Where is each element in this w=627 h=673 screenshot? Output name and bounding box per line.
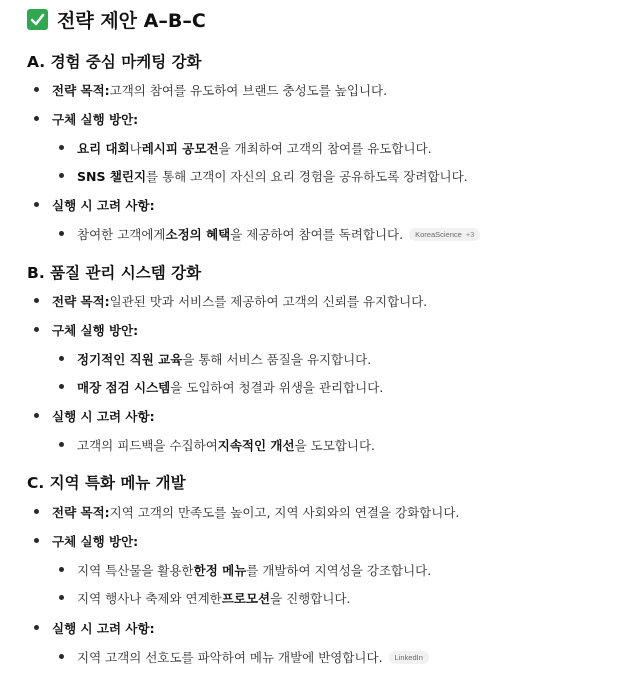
section-heading-b: B. 품질 관리 시스템 강화 (27, 264, 202, 282)
plan-item-b1: 정기적인 직원 교육 을 통해 서비스 품질을 유지합니다. (77, 350, 371, 368)
goal-item-b: 전략 목적: 일관된 맛과 서비스를 제공하여 고객의 신뢰를 유지합니다. (52, 292, 427, 310)
page-title-text: 전략 제안 A–B–C (57, 10, 206, 32)
goal-item-a: 전략 목적: 고객의 참여를 유도하여 브랜드 충성도를 높입니다. (52, 81, 387, 99)
plan-label-a: 구체 실행 방안: (52, 110, 138, 128)
consider-item-b: 고객의 피드백을 수집하여 지속적인 개선 을 도모합니다. (77, 436, 375, 454)
plan-label-b: 구체 실행 방안: (52, 321, 138, 339)
consider-label-c: 실행 시 고려 사항: (52, 619, 155, 637)
consider-item-a: 참여한 고객에게 소정의 혜택 을 제공하여 참여를 독려합니다. KoreaScience +3 (77, 225, 480, 243)
plan-item-a2: SNS 챌린지 를 통해 고객이 자신의 요리 경험을 공유하도록 장려합니다. (77, 167, 468, 185)
goal-item-c: 전략 목적: 지역 고객의 만족도를 높이고, 지역 사회와의 연결을 강화합니다. (52, 503, 459, 521)
source-chip-koreascience[interactable]: KoreaScience +3 (409, 228, 480, 241)
plan-item-b2: 매장 점검 시스템 을 도입하여 청결과 위생을 관리합니다. (77, 378, 383, 396)
section-heading-c: C. 지역 특화 메뉴 개발 (27, 474, 186, 492)
plan-item-c2: 지역 행사나 축제와 연계한 프로모션 을 진행합니다. (77, 589, 350, 607)
check-mark-icon (27, 9, 48, 30)
consider-item-c: 지역 고객의 선호도를 파악하여 메뉴 개발에 반영합니다. LinkedIn (77, 648, 429, 666)
section-heading-a: A. 경험 중심 마케팅 강화 (27, 53, 202, 71)
source-chip-linkedin[interactable]: LinkedIn (389, 651, 429, 664)
consider-label-b: 실행 시 고려 사항: (52, 407, 155, 425)
plan-item-c1: 지역 특산물을 활용한 한정 메뉴 를 개발하여 지역성을 강조합니다. (77, 561, 431, 579)
plan-label-c: 구체 실행 방안: (52, 532, 138, 550)
plan-item-a1: 요리 대회 나 레시피 공모전 을 개최하여 고객의 참여를 유도합니다. (77, 139, 432, 157)
consider-label-a: 실행 시 고려 사항: (52, 196, 155, 214)
page-title (27, 6, 206, 33)
